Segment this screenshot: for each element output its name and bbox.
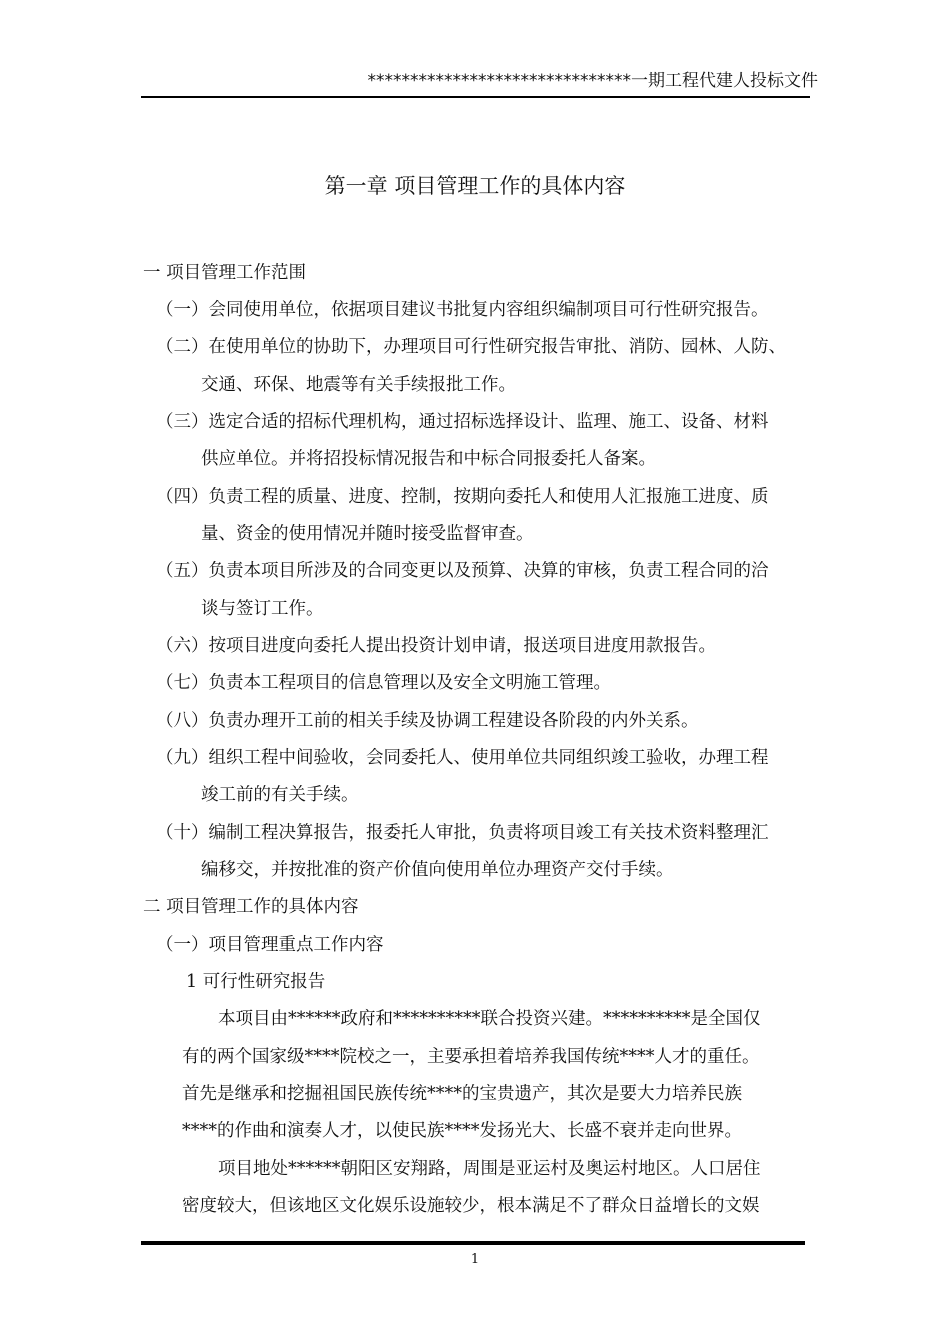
list-item: （二）在使用单位的协助下，办理项目可行性研究报告审批、消防、园林、人防、	[156, 337, 786, 357]
list-item-continuation: 量、资金的使用情况并随时接受监督审查。	[201, 524, 534, 544]
section-heading: 二 项目管理工作的具体内容	[143, 897, 359, 917]
paragraph-line: ****的作曲和演奏人才，以使民族****发扬光大、长盛不衰并走向世界。	[182, 1121, 742, 1141]
list-item-continuation: 供应单位。并将招投标情况报告和中标合同报委托人备案。	[201, 449, 656, 469]
list-item: （十）编制工程决算报告，报委托人审批，负责将项目竣工有关技术资料整理汇	[156, 823, 769, 843]
page-number: 1	[470, 1252, 480, 1267]
paragraph-line: 密度较大，但该地区文化娱乐设施较少，根本满足不了群众日益增长的文娱	[182, 1196, 760, 1216]
header-rule	[141, 96, 810, 98]
subsubsection-heading: 1 可行性研究报告	[186, 972, 326, 992]
list-item-continuation: 编移交，并按批准的资产价值向使用单位办理资产交付手续。	[201, 860, 674, 880]
paragraph-line: 首先是继承和挖掘祖国民族传统****的宝贵遗产，其次是要大力培养民族	[182, 1084, 742, 1104]
chapter-title: 第一章 项目管理工作的具体内容	[324, 174, 626, 198]
section-heading: 一 项目管理工作范围	[143, 263, 307, 283]
list-item: （七）负责本工程项目的信息管理以及安全文明施工管理。	[156, 673, 611, 693]
list-item: （四）负责工程的质量、进度、控制，按期向委托人和使用人汇报施工进度、质	[156, 487, 769, 507]
paragraph-line: 项目地处******朝阳区安翔路，周围是亚运村及奥运村地区。人口居住	[218, 1159, 761, 1179]
list-item-continuation: 交通、环保、地震等有关手续报批工作。	[201, 375, 516, 395]
paragraph-line: 本项目由******政府和**********联合投资兴建。**********是全国仅	[218, 1009, 761, 1029]
subsection-heading: （一）项目管理重点工作内容	[156, 935, 384, 955]
list-item: （六）按项目进度向委托人提出投资计划申请，报送项目进度用款报告。	[156, 636, 716, 656]
list-item: （五）负责本项目所涉及的合同变更以及预算、决算的审核，负责工程合同的洽	[156, 561, 769, 581]
list-item: （三）选定合适的招标代理机构，通过招标选择设计、监理、施工、设备、材料	[156, 412, 769, 432]
list-item: （八）负责办理开工前的相关手续及协调工程建设各阶段的内外关系。	[156, 711, 699, 731]
list-item: （九）组织工程中间验收，会同委托人、使用单位共同组织竣工验收，办理工程	[156, 748, 769, 768]
header-title: *******************************一期工程代建人投标文件	[367, 71, 818, 91]
list-item-continuation: 竣工前的有关手续。	[201, 785, 359, 805]
footer-rule	[141, 1241, 805, 1245]
list-item: （一）会同使用单位，依据项目建议书批复内容组织编制项目可行性研究报告。	[156, 300, 769, 320]
list-item-continuation: 谈与签订工作。	[201, 599, 324, 619]
paragraph-line: 有的两个国家级****院校之一，主要承担着培养我国传统****人才的重任。	[182, 1047, 760, 1067]
